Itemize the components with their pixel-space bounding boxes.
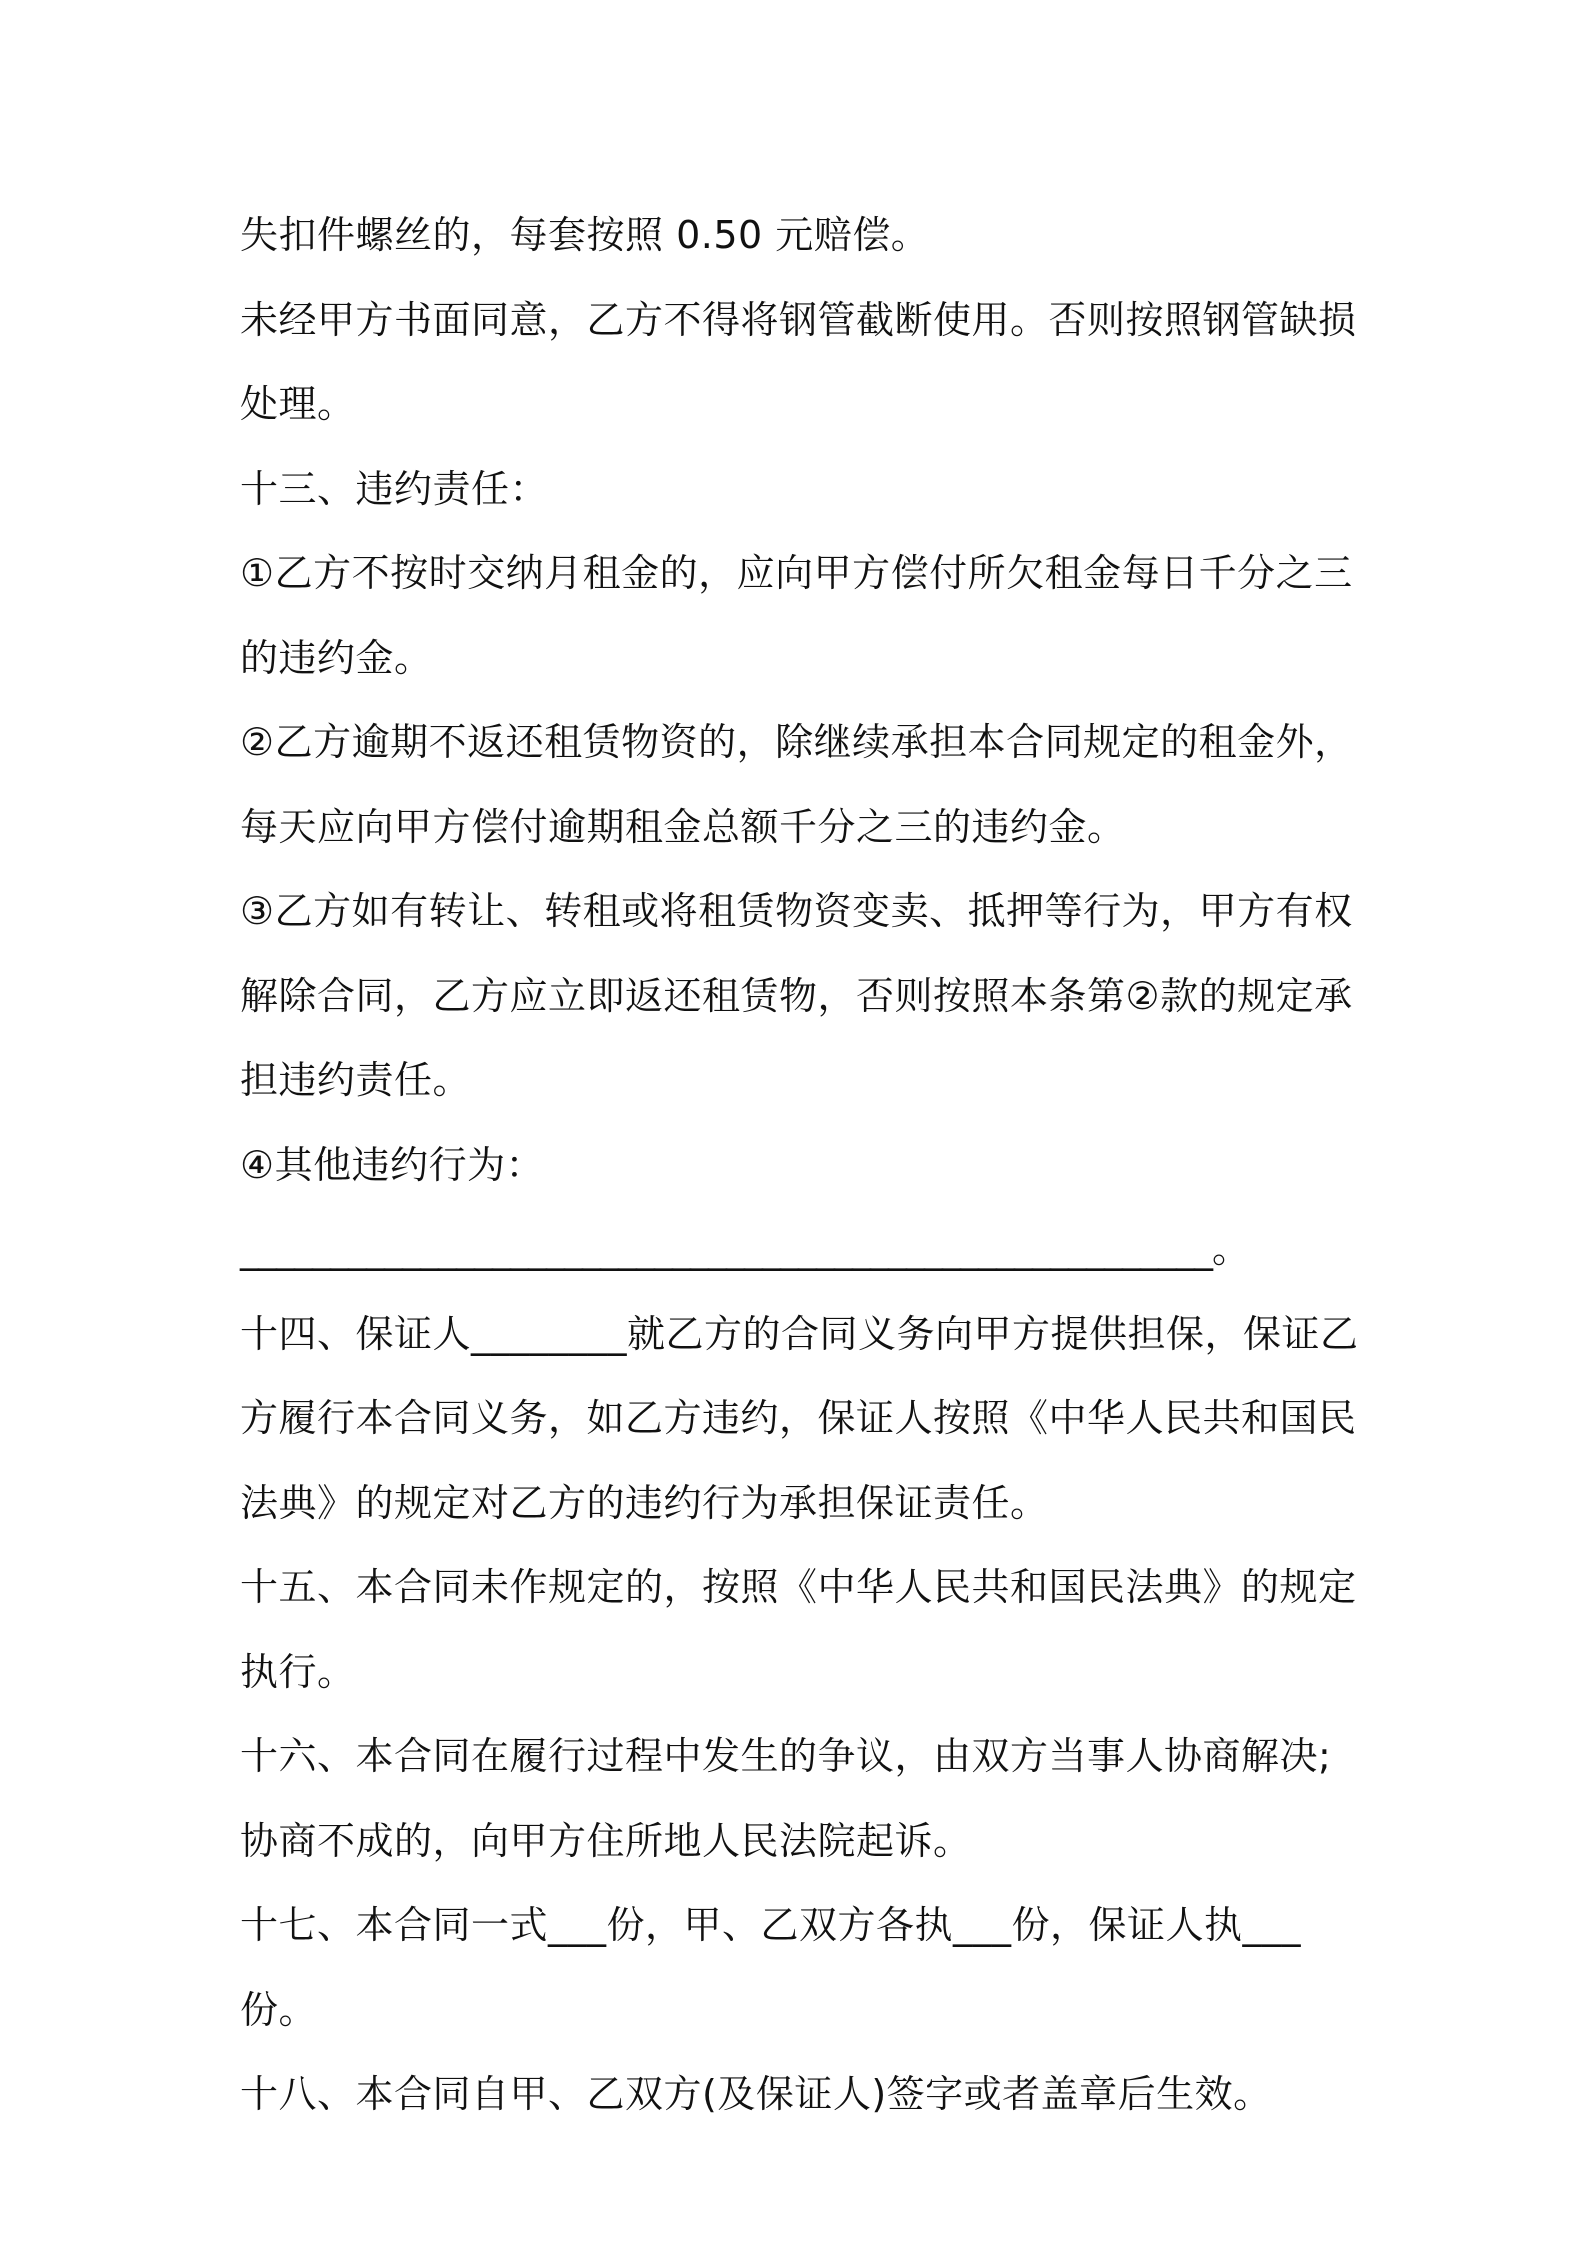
blank-fill-line: ______________________________________________________。 — [240, 1227, 1250, 1271]
paragraph-clause-4: ④其他违约行为： — [240, 1142, 545, 1187]
paragraph-section-16: 十六、本合同在履行过程中发生的争议，由双方当事人协商解决;协商不成的，向甲方住所地人民法院起诉。 — [240, 1734, 1332, 1863]
document-body — [240, 193, 1360, 2137]
paragraph-section-15: 十五、本合同未作规定的，按照《中华人民共和国民法典》的规定执行。 — [240, 1565, 1357, 1694]
section-heading-breach-liability: 十三、违约责任： — [240, 466, 549, 511]
paragraph-section-17: 十七、本合同一式___份，甲、乙双方各执___份，保证人执___份。 — [240, 1903, 1302, 2032]
paragraph-pipe-cutting: 未经甲方书面同意，乙方不得将钢管截断使用。否则按照钢管缺损处理。 — [240, 297, 1357, 426]
paragraph-clause-2: ②乙方逾期不返还租赁物资的，除继续承担本合同规定的租金外，每天应向甲方偿付逾期租金总额千分之三的违约金。 — [240, 720, 1353, 849]
paragraph-clause-3: ③乙方如有转让、转租或将租赁物资变卖、抵押等行为，甲方有权解除合同，乙方应立即返还租赁物，否则按照本条第②款的规定承担违约责任。 — [240, 889, 1353, 1102]
paragraph-compensation-screws: 失扣件螺丝的，每套按照 0.50 元赔偿。 — [240, 213, 930, 257]
paragraph-section-14: 十四、保证人________就乙方的合同义务向甲方提供担保，保证乙方履行本合同义务，如乙方违约，保证人按照《中华人民共和国民法典》的规定对乙方的违约行为承担保证责任。 — [240, 1311, 1359, 1525]
paragraph-clause-1: ①乙方不按时交纳月租金的，应向甲方偿付所欠租金每日千分之三的违约金。 — [240, 551, 1353, 680]
paragraph-section-18: 十八、本合同自甲、乙双方(及保证人)签字或者盖章后生效。 — [240, 2072, 1272, 2116]
